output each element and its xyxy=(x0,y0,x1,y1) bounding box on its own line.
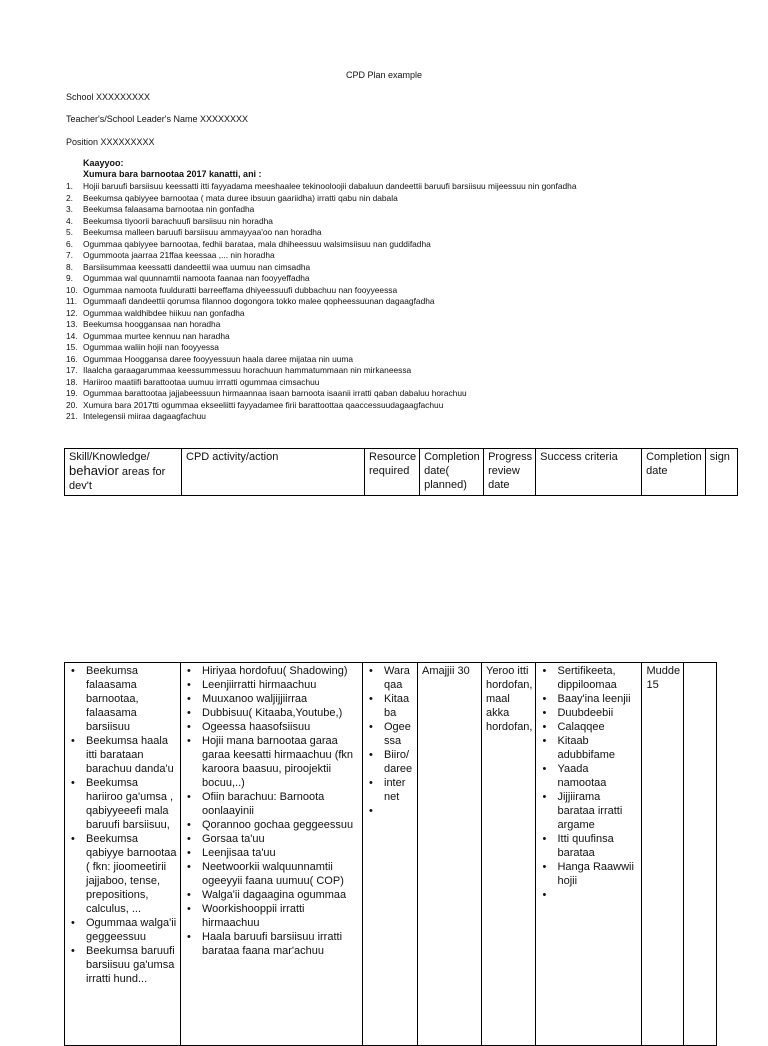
activity-item: • Hiriyaa hordofuu( Shadowing) xyxy=(185,664,359,678)
activity-item: • Dubbisuu( Kitaaba,Youtube,) xyxy=(185,706,359,720)
goal-item xyxy=(66,319,577,331)
goal-number: 6. xyxy=(66,238,73,249)
criteria-item: • Sertifikeeta, dippiloomaa xyxy=(540,664,638,692)
plan-body-table xyxy=(64,662,717,1046)
resource-item: • Biiro/ daree xyxy=(367,748,414,776)
activities-cell xyxy=(181,663,363,1046)
goal-text: Ilaalcha garaagarummaa keessummessuu horachuun hammatummaan nin mirkaneessa xyxy=(83,365,412,375)
goal-number: 9. xyxy=(66,273,73,283)
goal-number: 11. xyxy=(66,296,78,306)
header-skill-c: areas for dev't xyxy=(69,466,166,492)
goal-text: Barsiisummaa keessatti dandeettii waa uumuu nan cimsadha xyxy=(83,261,311,272)
activity-item: • Ofiin barachuu: Barnoota oonlaayinii xyxy=(185,790,359,818)
header-cpd-activity: CPD activity/action xyxy=(182,449,365,496)
goal-item xyxy=(66,273,577,285)
goal-text: Beekumsa falaasama barnootaa nin gonfadha xyxy=(83,204,255,214)
activity-item: • Muuxanoo waljijjiirraa xyxy=(185,692,359,706)
header-skill-b: behavior xyxy=(69,463,119,478)
goal-item xyxy=(66,354,577,366)
goal-item xyxy=(66,296,577,308)
skills-cell xyxy=(65,663,181,1046)
goal-text: Beekumsa tiyoorii barachuufi barsiisuu nin horadha xyxy=(83,215,273,226)
goals-list xyxy=(66,181,577,423)
skill-item: • Beekumsa qabiyye barnootaa ( fkn: jioomeetirii jajjaboo, tense, prepositions, calculus, ... xyxy=(69,832,177,916)
planned-date-cell: Amajjii 30 xyxy=(418,663,482,1046)
goal-text: Intelegensii miiraa dagaagfachuu xyxy=(83,411,206,421)
criteria-list xyxy=(540,664,638,888)
goal-item xyxy=(66,342,577,354)
goal-number: 4. xyxy=(66,215,73,226)
goal-item xyxy=(66,331,577,343)
resource-item: • inter net xyxy=(367,776,414,804)
goal-number: 3. xyxy=(66,204,73,214)
goals-intro: Xumura bara barnootaa 2017 kanatti, ani : xyxy=(83,169,262,179)
goal-item xyxy=(66,250,577,262)
kaayyoo-heading: Kaayyoo: xyxy=(83,158,124,168)
goal-item xyxy=(66,285,577,297)
goal-number: 8. xyxy=(66,261,73,272)
teacher-name-line: Teacher's/School Leader's Name XXXXXXXX xyxy=(66,114,249,124)
goal-number: 14. xyxy=(66,330,78,341)
goal-text: Beekumsa hooggansaa nan horadha xyxy=(83,319,221,329)
resource-item: • Wara qaa xyxy=(367,664,414,692)
criteria-item: • Calaqqee xyxy=(540,720,638,734)
activity-item: • Leenjiirratti hirmaachuu xyxy=(185,678,359,692)
goal-number: 10. xyxy=(66,284,78,295)
criteria-item: • Yaada namootaa xyxy=(540,762,638,790)
header-resource: Resource required xyxy=(365,449,420,496)
goal-number: 15. xyxy=(66,342,78,352)
header-completion-date: Completion date xyxy=(642,449,706,496)
goal-number: 1. xyxy=(66,181,73,191)
goal-text: Ogummaa murtee kennuu nan haradha xyxy=(83,330,230,341)
goal-item xyxy=(66,227,577,239)
criteria-item: • Itti quufinsa barataa xyxy=(540,832,638,860)
header-completion-planned: Completion date( planned) xyxy=(420,449,484,496)
sign-cell xyxy=(684,663,717,1046)
document-title: CPD Plan example xyxy=(345,70,423,80)
skill-item: • Beekumsa hariiroo ga'umsa , qabiyyeeefi mala baruufi barsiisuu, xyxy=(69,776,177,832)
goal-number: 20. xyxy=(66,399,78,410)
resource-item: • Ogee ssa xyxy=(367,720,414,748)
activity-item: • Qorannoo gochaa geggeessuu xyxy=(185,818,359,832)
criteria-cell xyxy=(536,663,642,1046)
resources-list xyxy=(367,664,414,804)
goal-text: Ogummoota jaarraa 21ffaa keessaa ,... nin horadha xyxy=(83,250,275,260)
activity-item: • Walga'ii dagaagina ogummaa xyxy=(185,888,359,902)
goal-number: 19. xyxy=(66,388,78,398)
goal-item xyxy=(66,216,577,228)
goal-item xyxy=(66,365,577,377)
goal-text: Ogummaa Hooggansa daree fooyyessuun haala daree mijataa nin uuma xyxy=(83,353,354,364)
goal-number: 12. xyxy=(66,307,78,318)
school-line: School XXXXXXXXX xyxy=(66,92,151,102)
activity-item: • Leenjisaa ta'uu xyxy=(185,846,359,860)
completion-cell: Mudde 15 xyxy=(642,663,684,1046)
goal-item xyxy=(66,193,577,205)
header-sign: sign xyxy=(705,449,737,496)
goal-text: Ogummaafi dandeettii qorumsa filannoo dogongora tokko malee qopheessuunan dagaagfadha xyxy=(83,296,435,306)
goal-text: Ogummaa namoota fuulduratti barreeffama dhiyeessuufi dubbachuu nan fooyyeessa xyxy=(83,284,398,295)
resource-item: • Kitaa ba xyxy=(367,692,414,720)
goal-item xyxy=(66,400,577,412)
criteria-item: • Duubdeebii xyxy=(540,706,638,720)
goal-item xyxy=(66,377,577,389)
goal-number: 2. xyxy=(66,192,73,203)
goal-text: Hariiroo maatiifi barattootaa uumuu irrratti ogummaa cimsachuu xyxy=(83,376,320,387)
goal-item xyxy=(66,262,577,274)
goal-text: Ogummaa qabiyyee barnootaa, fedhii barataa, mala dhiheessuu walsimsiisuu nan guddifadha xyxy=(83,238,431,249)
goal-text: Ogummaa barattootaa jajjabeessuun hirmaannaa isaan barnoota isaanii irratti qaban dabaluu horachuu xyxy=(83,388,467,398)
header-skill-a: Skill/Knowledge/ xyxy=(69,451,150,463)
criteria-item: • Kitaab adubbifame xyxy=(540,734,638,762)
goal-item xyxy=(66,308,577,320)
criteria-item: • Jijjiirama barataa irratti argame xyxy=(540,790,638,832)
activity-item: • Hojii mana barnootaa garaa garaa keesatti hirmaachuu (fkn karoora baasuu, piroojektii bocuu,..) xyxy=(185,734,359,790)
goal-text: Xumura bara 2017tti ogummaa ekseeliitti fayyadamee firii barattoottaa qaaccessuudagaagfachuu xyxy=(83,399,444,410)
activities-list xyxy=(185,664,359,958)
resources-cell xyxy=(363,663,418,1046)
goal-text: Ogummaa waldhibdee hiikuu nan gonfadha xyxy=(83,307,245,318)
goal-number: 18. xyxy=(66,376,78,387)
activity-item: • Haala baruufi barsiisuu irratti barataa faana mar'achuu xyxy=(185,930,359,958)
review-date-cell: Yeroo itti hordofan, maal akka hordofan, xyxy=(482,663,536,1046)
skill-item: • Beekumsa baruufi barsiisuu ga'umsa irratti hund... xyxy=(69,944,177,986)
goal-item xyxy=(66,411,577,423)
skill-item: • Ogummaa walga'ii geggeessuu xyxy=(69,916,177,944)
plan-header-table xyxy=(64,448,738,496)
goal-number: 7. xyxy=(66,250,73,260)
goal-item xyxy=(66,181,577,193)
goal-text: Hojii baruufi barsiisuu keessatti itti fayyadama meeshaalee tekinooloojii dabaluun dandeettii baruufi barsiisuu mijeessuu nin gonfadha xyxy=(83,181,577,191)
activity-item: • Neetwoorkii walquunnamtii ogeeyyii faana uumuu( COP) xyxy=(185,860,359,888)
goal-number: 16. xyxy=(66,353,78,364)
activity-item: • Gorsaa ta'uu xyxy=(185,832,359,846)
skills-list xyxy=(69,664,177,986)
goal-number: 13. xyxy=(66,319,78,329)
header-skill-areas xyxy=(65,449,182,496)
skill-item: • Beekumsa falaasama barnootaa, falaasama barsiisuu xyxy=(69,664,177,734)
goal-item xyxy=(66,388,577,400)
goal-number: 21. xyxy=(66,411,78,421)
criteria-item: • Hanga Raawwii hojii xyxy=(540,860,638,888)
activity-item: • Woorkishooppii irratti hirmaachuu xyxy=(185,902,359,930)
position-line: Position XXXXXXXXX xyxy=(66,137,155,147)
header-progress-review: Progress review date xyxy=(484,449,536,496)
goal-item xyxy=(66,239,577,251)
goal-text: Beekumsa malleen baruufi barsiisuu ammayyaa'oo nan horadha xyxy=(83,227,322,237)
goal-text: Beekumsa qabiyyee barnootaa ( mata duree ibsuun gaariidha) irratti qabu nin dabala xyxy=(83,192,398,203)
goal-number: 17. xyxy=(66,365,78,375)
activity-item: • Ogeessa haasofsiisuu xyxy=(185,720,359,734)
header-success-criteria: Success criteria xyxy=(536,449,642,496)
skill-item: • Beekumsa haala itti barataan barachuu danda'u xyxy=(69,734,177,776)
goal-item xyxy=(66,204,577,216)
goal-number: 5. xyxy=(66,227,73,237)
goal-text: Ogummaa wal quunnamtii namoota faanaa nan fooyyeffadha xyxy=(83,273,310,283)
goal-text: Ogummaa waliin hojii nan fooyyessa xyxy=(83,342,219,352)
criteria-item: • Baay'ina leenjii xyxy=(540,692,638,706)
